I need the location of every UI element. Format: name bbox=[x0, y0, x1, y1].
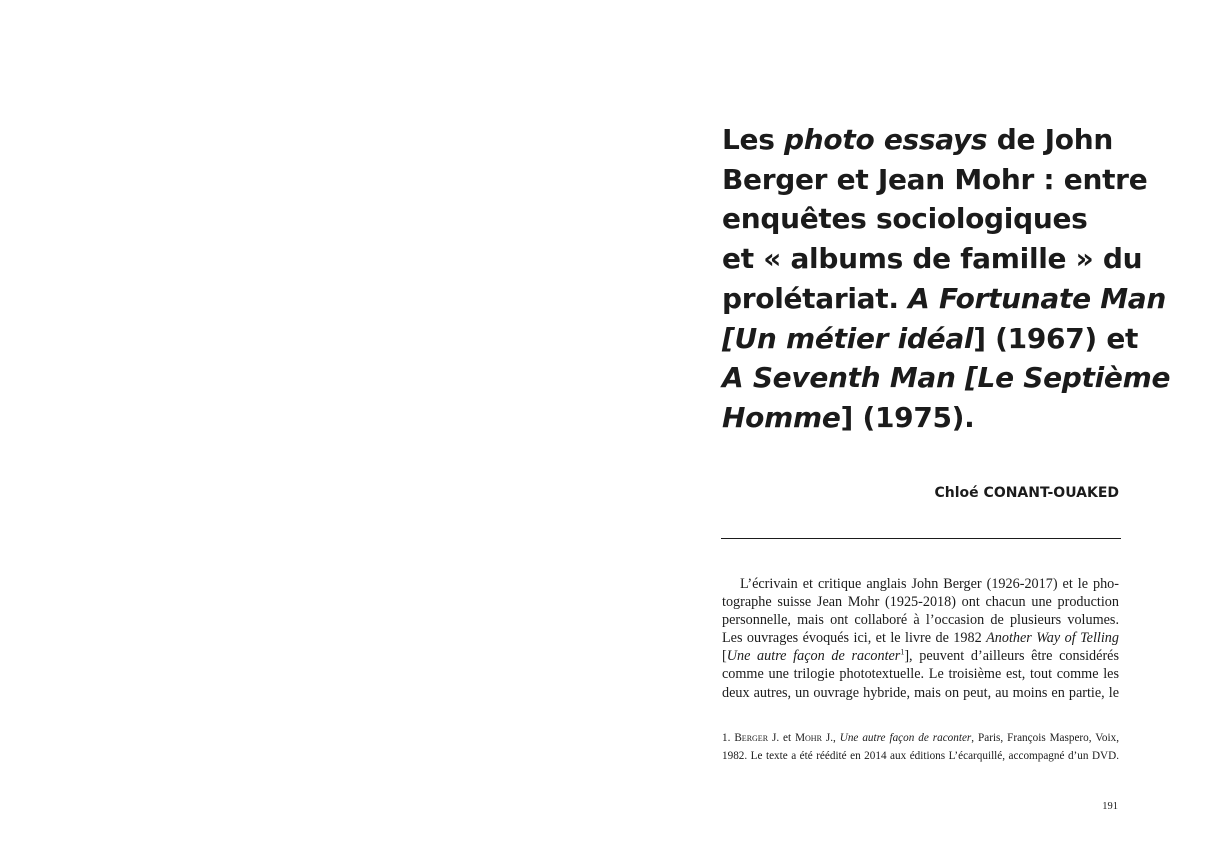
footnote-text: , Paris, François Maspero, Voix, bbox=[971, 732, 1120, 744]
title-line-6 bbox=[722, 319, 1139, 359]
page-number: 191 bbox=[1102, 801, 1118, 812]
title-italic-text: A Fortunate Man bbox=[908, 281, 1167, 315]
footnote-author: Berger bbox=[734, 732, 769, 744]
title-line-5 bbox=[722, 279, 1167, 319]
title-text: ] (1967) et bbox=[973, 321, 1139, 355]
title-line-4: et « albums de famille » du bbox=[722, 242, 1143, 276]
body-line-2: tographe suisse Jean Mohr (1925-2018) ont chacun une production bbox=[722, 594, 1119, 611]
title-line-3: enquêtes sociologiques bbox=[722, 202, 1088, 236]
body-line-1: L’écrivain et critique anglais John Berger (1926-2017) et le pho- bbox=[740, 576, 1119, 592]
title-line-2: Berger et Jean Mohr : entre bbox=[722, 162, 1148, 196]
title-line-7 bbox=[722, 358, 1171, 398]
body-line-7: deux autres, un ouvrage hybride, mais on peut, au moins en partie, le bbox=[722, 684, 1119, 701]
footnote-reference[interactable]: 1 bbox=[900, 647, 905, 657]
footnote-text: J., bbox=[821, 732, 840, 744]
author-name: Chloé CONANT-OUAKED bbox=[934, 485, 1119, 501]
body-paragraph bbox=[722, 575, 1119, 702]
footnote bbox=[722, 730, 1119, 765]
title-line-1 bbox=[722, 120, 1122, 160]
footnote-text: J. et bbox=[768, 732, 796, 744]
title-italic-text: photo essays bbox=[784, 123, 988, 156]
title-text: prolétariat. bbox=[722, 281, 909, 315]
footnote-author: Mohr bbox=[795, 732, 822, 744]
footnote-line-1 bbox=[722, 730, 1119, 748]
title-text: ] (1975). bbox=[840, 400, 975, 434]
chapter-title bbox=[722, 120, 1171, 438]
title-italic-text: A Seventh Man [Le Septième bbox=[722, 361, 1171, 395]
body-line-5 bbox=[722, 647, 1119, 665]
title-text: de John bbox=[987, 123, 1113, 156]
title-italic-text: Homme bbox=[722, 400, 841, 434]
body-line-4 bbox=[722, 629, 1119, 647]
footnote-line-2: 1982. Le texte a été réédité en 2014 aux éditions L’écarquillé, accompagné d’un DVD. bbox=[722, 749, 1119, 762]
body-italic-text: Another Way of Telling bbox=[986, 630, 1119, 647]
body-text: ], peuvent d’ailleurs être considérés bbox=[904, 648, 1119, 665]
footnote-work-title: Une autre façon de raconter bbox=[839, 732, 972, 744]
footnote-number: 1. bbox=[722, 732, 735, 744]
body-text: [ bbox=[722, 648, 727, 665]
title-text: Les bbox=[722, 123, 785, 156]
body-line-6: comme une trilogie phototextuelle. Le troisième est, tout comme les bbox=[722, 666, 1119, 683]
title-line-8 bbox=[722, 398, 1122, 438]
body-italic-text: Une autre façon de raconter bbox=[726, 648, 901, 665]
separator-rule bbox=[721, 538, 1121, 539]
body-text: Les ouvrages évoqués ici, et le livre de 1982 bbox=[722, 630, 987, 647]
body-line-3: personnelle, mais ont collaboré à l’occasion de plusieurs volumes. bbox=[722, 612, 1119, 629]
title-italic-text: [Un métier idéal bbox=[722, 321, 974, 355]
